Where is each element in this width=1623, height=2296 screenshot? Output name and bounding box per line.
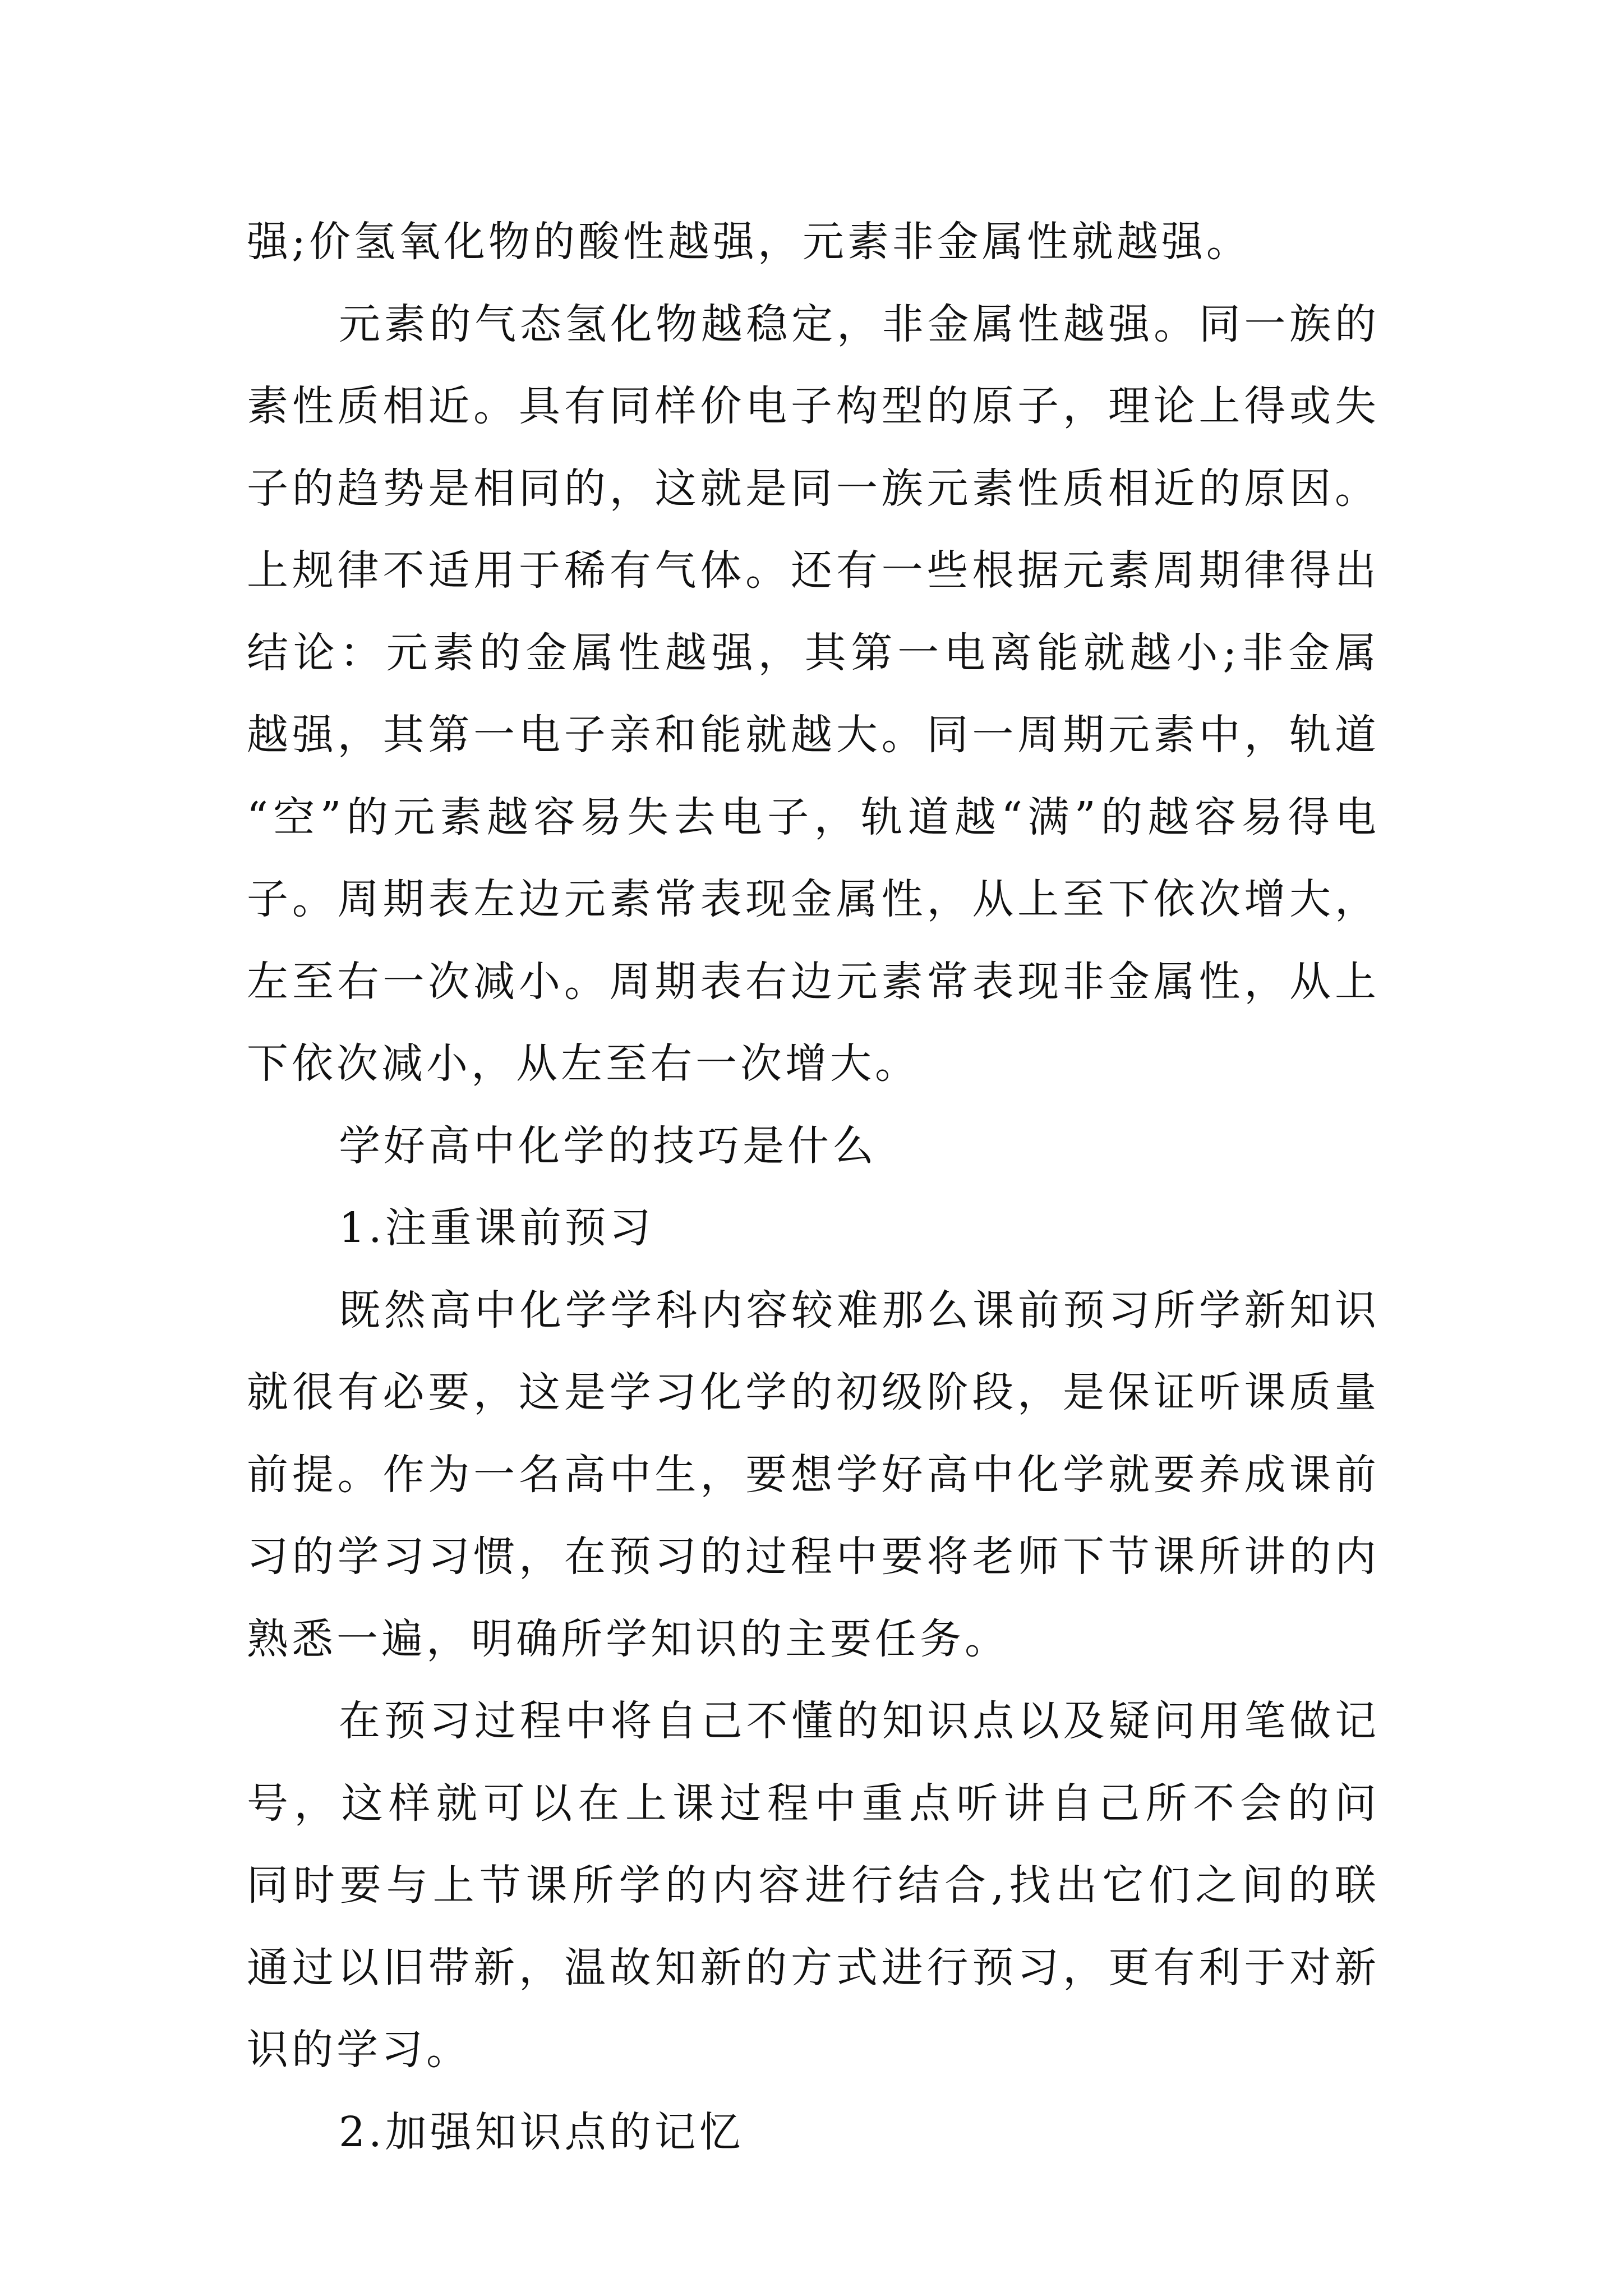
text-line: 结论：元素的金属性越强，其第一电离能就越小;非金属 [247,628,1380,677]
text-line: 上规律不适用于稀有气体。还有一些根据元素周期律得出 [247,546,1380,595]
text-line: “空”的元素越容易失去电子，轨道越“满”的越容易得电 [247,793,1380,841]
text-line: 在预习过程中将自己不懂的知识点以及疑问用笔做记 [339,1697,1380,1745]
text-line: 越强，其第一电子亲和能就越大。同一周期元素中，轨道 [247,711,1380,759]
section-heading: 学好高中化学的技巧是什么 [339,1121,877,1170]
text-line: 就很有必要，这是学习化学的初级阶段，是保证听课质量 [247,1368,1380,1416]
text-line: 前提。作为一名高中生，要想学好高中化学就要养成课前 [247,1450,1380,1499]
text-line: 子的趋势是相同的，这就是同一族元素性质相近的原因。 [247,464,1380,513]
subheading: 2.加强知识点的记忆 [339,2108,744,2156]
text-line: 通过以旧带新，温故知新的方式进行预习，更有利于对新 [247,1943,1380,1992]
text-line: 子。周期表左边元素常表现金属性，从上至下依次增大， [247,875,1380,923]
body-text [247,201,1380,2173]
text-line: 识的学习。 [247,2026,471,2074]
text-line: 强;价氢氧化物的酸性越强，元素非金属性就越强。 [247,218,1251,266]
text-line: 下依次减小，从左至右一次增大。 [247,1039,920,1088]
subheading: 1.注重课前预习 [339,1204,654,1252]
text-line: 熟悉一遍，明确所学知识的主要任务。 [247,1614,1009,1663]
text-line: 元素的气态氢化物越稳定，非金属性越强。同一族的 [339,300,1380,348]
text-line: 既然高中化学学科内容较难那么课前预习所学新知识 [339,1286,1380,1335]
text-line: 素性质相近。具有同样价电子构型的原子，理论上得或失 [247,382,1380,430]
text-line: 同时要与上节课所学的内容进行结合,找出它们之间的联 [247,1861,1380,1910]
text-line: 号，这样就可以在上课过程中重点听讲自己所不会的问 [247,1779,1380,1828]
text-line: 习的学习习惯，在预习的过程中要将老师下节课所讲的内 [247,1533,1380,1581]
text-line: 左至右一次减小。周期表右边元素常表现非金属性，从上 [247,957,1380,1006]
